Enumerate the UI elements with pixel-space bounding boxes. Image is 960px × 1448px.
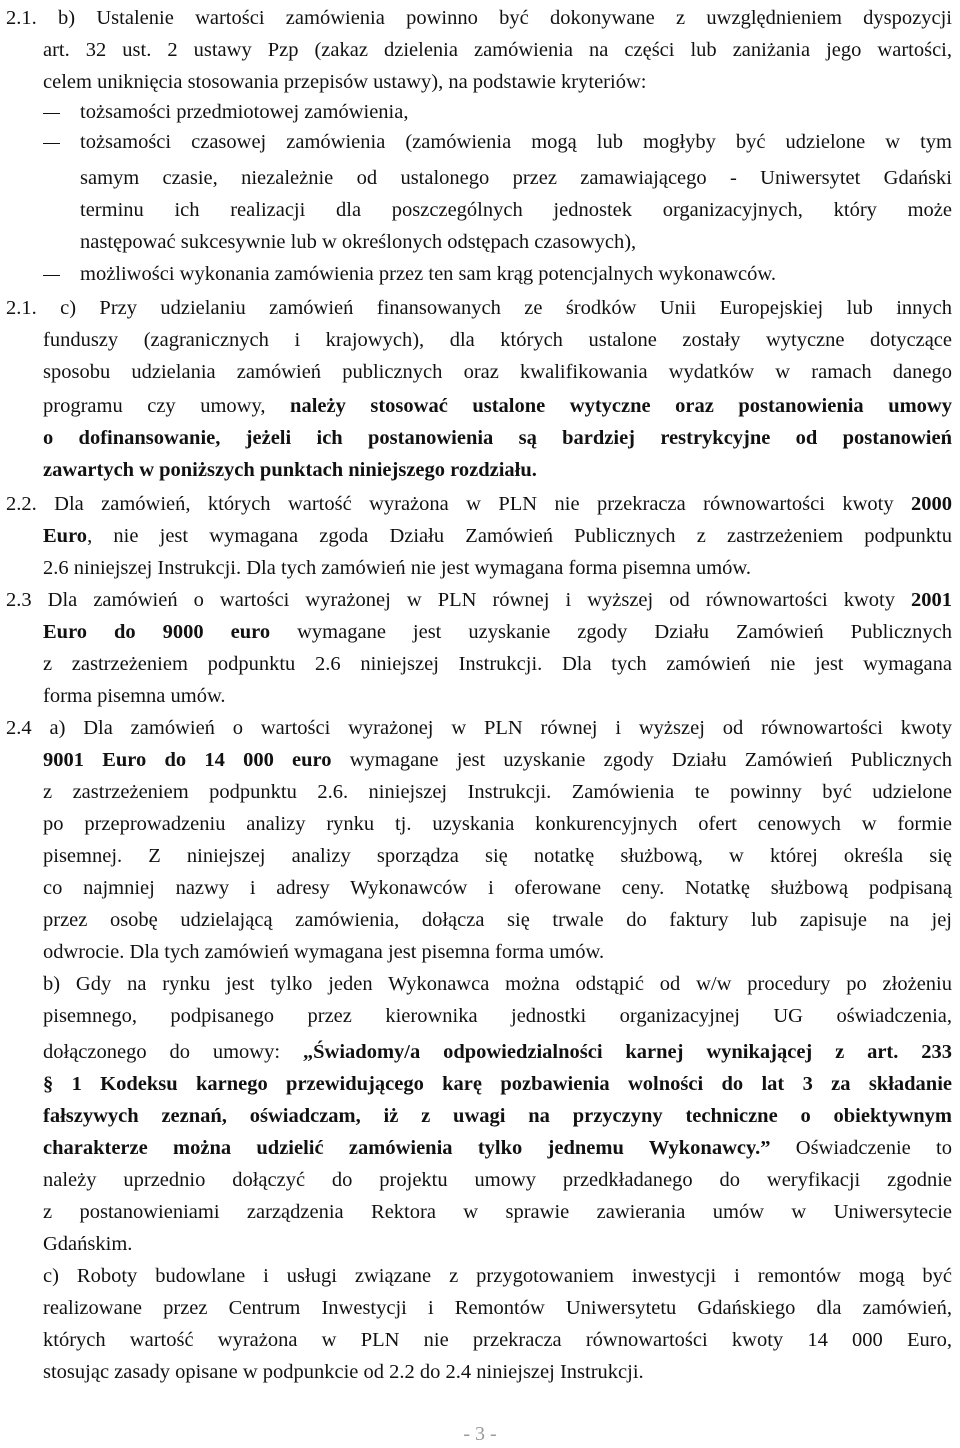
paragraph-2-2-line-1: 2.2. Dla zamówień, których wartość wyrażona w PLN nie przekracza równowartości kwoty 2000 [6,493,952,515]
paragraph-2-1-c-line-3: sposobu udzielania zamówień publicznych oraz kwalifikowania wydatków w ramach danego [43,361,952,383]
paragraph-2-1-c-line-2: funduszy (zagranicznych i krajowych), dla których ustalone zostały wytyczne dotyczące [43,329,952,351]
paragraph-2-1-c-line-5: o dofinansowanie, jeżeli ich postanowienia są bardziej restrykcyjne od postanowień [43,427,952,449]
paragraph-2-4-b-line-9: Gdańskim. [43,1233,133,1255]
paragraph-2-3-line-3: z zastrzeżeniem podpunktu 2.6 niniejszej Instrukcji. Dla tych zamówień nie jest wymagana [43,653,952,675]
paragraph-2-4-a-line-4: po przeprowadzeniu analizy rynku tj. uzyskania konkurencyjnych ofert cenowych w formie [43,813,952,835]
bullet-dash [43,113,60,114]
criterion-2-line-4: następować sukcesywnie lub w określonych odstępach czasowych), [80,231,637,253]
paragraph-2-4-a-line-7: przez osobę udzielającą zamówienia, dołącza się trwale do faktury lub zapisuje na jej [43,909,952,931]
bullet-dash [43,275,60,276]
paragraph-2-4-b-line-1: b) Gdy na rynku jest tylko jeden Wykonawca można odstąpić od w/w procedury po złożeniu [43,973,952,995]
paragraph-2-2-line-3: 2.6 niniejszej Instrukcji. Dla tych zamówień nie jest wymagana forma pisemna umów. [43,557,752,579]
paragraph-2-3-line-2: Euro do 9000 euro wymagane jest uzyskanie zgody Działu Zamówień Publicznych [43,621,953,643]
paragraph-2-4-c-line-3: których wartość wyrażona w PLN nie przekracza równowartości kwoty 14 000 Euro, [43,1329,952,1351]
paragraph-2-1-c-line-6: zawartych w poniższych punktach niniejszego rozdziału. [43,459,537,481]
paragraph-2-4-b-line-5: fałszywych zeznań, oświadczam, iż z uwagi na przyczyny techniczne o obiektywnym [43,1105,952,1127]
paragraph-2-1-b-line-2: art. 32 ust. 2 ustawy Pzp (zakaz dzielenia zamówienia na części lub zaniżania jego wartości, [43,39,952,61]
paragraph-2-4-b-line-8: z postanowieniami zarządzenia Rektora w sprawie zawierania umów w Uniwersytecie [43,1201,952,1223]
paragraph-2-4-a-line-1: 2.4 a) Dla zamówień o wartości wyrażonej w PLN równej i wyższej od równowartości kwoty [6,717,952,739]
paragraph-2-4-b-line-3: dołączonego do umowy: „Świadomy/a odpowiedzialności karnej wynikającej z art. 233 [43,1041,952,1063]
paragraph-2-4-a-line-5: pisemnej. Z niniejszej analizy sporządza się notatkę służbową, w której określa się [43,845,952,867]
paragraph-2-4-c-line-2: realizowane przez Centrum Inwestycji i Remontów Uniwersytetu Gdańskiego dla zamówień, [43,1297,952,1319]
paragraph-2-1-b-line-1: 2.1. b) Ustalenie wartości zamówienia powinno być dokonywane z uwzględnieniem dyspozycji [6,7,952,29]
paragraph-2-1-c-line-1: 2.1. c) Przy udzielaniu zamówień finansowanych ze środków Unii Europejskiej lub innych [6,297,952,319]
criterion-2-line-2: samym czasie, niezależnie od ustalonego przez zamawiającego - Uniwersytet Gdański [80,167,952,189]
paragraph-2-4-a-line-6: co najmniej nazwy i adresy Wykonawców i oferowane ceny. Notatkę służbową podpisaną [43,877,952,899]
paragraph-2-2-line-2: Euro, nie jest wymagana zgoda Działu Zamówień Publicznych z zastrzeżeniem podpunktu [43,525,952,547]
criterion-1: tożsamości przedmiotowej zamówienia, [80,101,409,123]
paragraph-2-4-a-line-2: 9001 Euro do 14 000 euro wymagane jest uzyskanie zgody Działu Zamówień Publicznych [43,749,953,771]
paragraph-2-3-line-4: forma pisemna umów. [43,685,226,707]
paragraph-2-4-b-line-4: § 1 Kodeksu karnego przewidującego karę pozbawienia wolności do lat 3 za składanie [43,1073,952,1095]
paragraph-2-1-b-line-3: celem uniknięcia stosowania przepisów ustawy), na podstawie kryteriów: [43,71,647,93]
paragraph-2-4-c-line-1: c) Roboty budowlane i usługi związane z przygotowaniem inwestycji i remontów mogą być [43,1265,952,1287]
paragraph-2-3-line-1: 2.3 Dla zamówień o wartości wyrażonej w PLN równej i wyższej od równowartości kwoty 2001 [6,589,952,611]
paragraph-2-1-c-line-4: programu czy umowy, należy stosować ustalone wytyczne oraz postanowienia umowy [43,395,952,417]
bullet-dash [43,143,60,144]
paragraph-2-4-b-line-2: pisemnego, podpisanego przez kierownika jednostki organizacyjnej UG oświadczenia, [43,1005,952,1027]
criterion-2-line-1: tożsamości czasowej zamówienia (zamówienia mogą lub mogłyby być udzielone w tym [80,131,952,153]
paragraph-2-4-a-line-8: odwrocie. Dla tych zamówień wymagana jest pisemna forma umów. [43,941,605,963]
paragraph-2-4-a-line-3: z zastrzeżeniem podpunktu 2.6. niniejszej Instrukcji. Zamówienia te powinny być udzielone [43,781,952,803]
paragraph-2-4-b-line-7: należy uprzednio dołączyć do projektu umowy przedkładanego do weryfikacji zgodnie [43,1169,952,1191]
criterion-3: możliwości wykonania zamówienia przez ten sam krąg potencjalnych wykonawców. [80,263,776,285]
paragraph-2-4-c-line-4: stosując zasady opisane w podpunkcie od 2.2 do 2.4 niniejszej Instrukcji. [43,1361,644,1383]
page-number: - 3 - [463,1423,497,1445]
criterion-2-line-3: terminu ich realizacji dla poszczególnych jednostek organizacyjnych, który może [80,199,952,221]
paragraph-2-4-b-line-6: charakterze można udzielić zamówienia tylko jednemu Wykonawcy.” Oświadczenie to [43,1137,952,1159]
